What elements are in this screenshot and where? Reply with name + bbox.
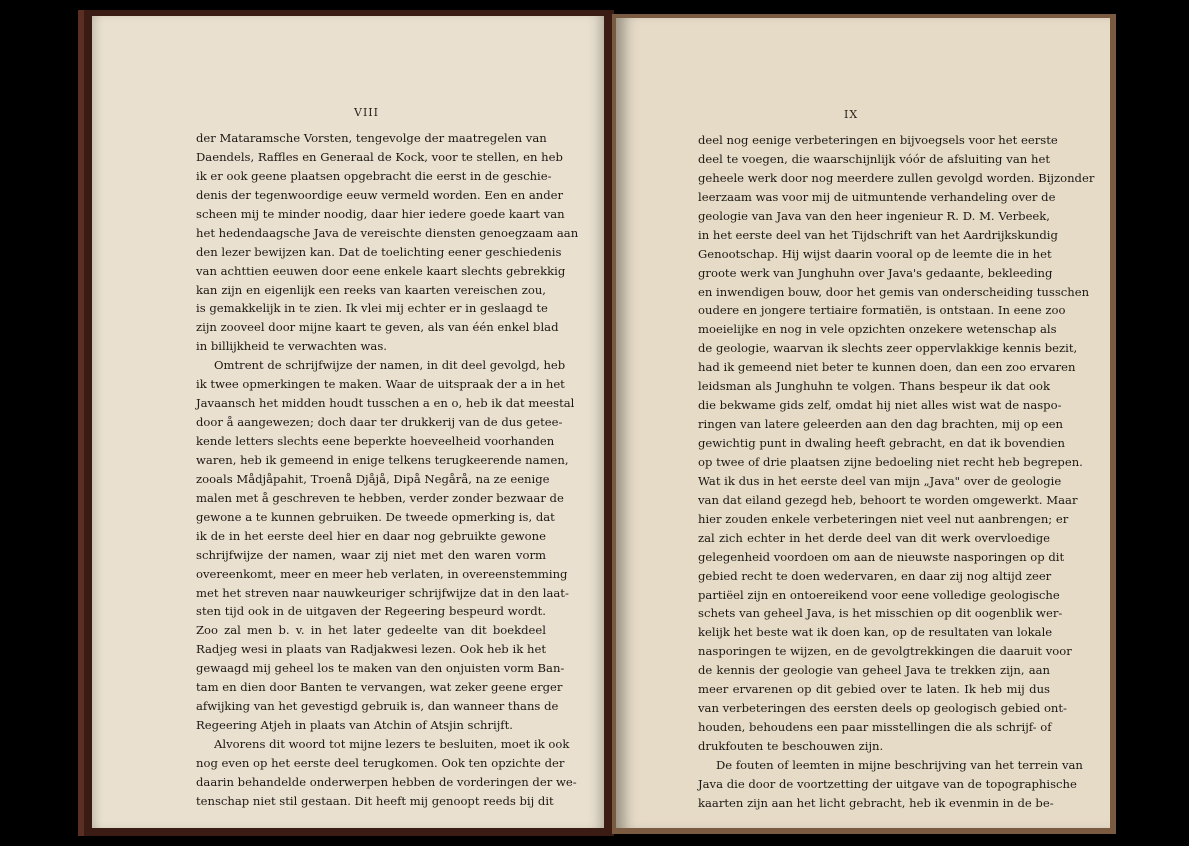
- text-line: die bekwame gids zelf, omdat hij niet alles wist wat de naspo-: [698, 398, 1062, 413]
- page-text: [698, 131, 1095, 813]
- page-number: IX: [844, 108, 859, 121]
- text-line: van dat eiland gezegd heb, behoort te worden omgewerkt. Maar: [698, 492, 1078, 507]
- text-line: is gemakkelijk in te zien. Ik vlei mij echter er in geslaagd te: [196, 301, 548, 316]
- text-line: het hedendaagsche Java de vereischte diensten genoegzaam aan: [196, 225, 579, 240]
- text-line: kaarten zijn aan het licht gebracht, heb ik evenmin in de be-: [698, 795, 1054, 810]
- text-line: leidsman als Junghuhn te volgen. Thans bespeur ik dat ook: [698, 379, 1050, 394]
- text-line: Java die door de voortzetting der uitgave van de topographische: [698, 776, 1077, 791]
- text-line: kan zijn en eigenlijk een reeks van kaarten vereischen zou,: [196, 282, 546, 297]
- page-text: [196, 129, 579, 811]
- text-line: Genootschap. Hij wijst daarin vooral op de leemte die in het: [698, 246, 1052, 261]
- text-line: zal zich echter in het derde deel van dit werk overvloedige: [698, 530, 1050, 545]
- text-line: Daendels, Raffles en Generaal de Kock, voor te stellen, en heb: [196, 149, 563, 164]
- text-line: Zoo zal men b. v. in het later gedeelte van dit boekdeel: [196, 623, 546, 638]
- text-line: ik twee opmerkingen te maken. Waar de uitspraak der a in het: [196, 377, 565, 392]
- text-line: had ik gemeend niet beter te kunnen doen, dan een zoo ervaren: [698, 360, 1076, 375]
- text-line: groote werk van Junghuhn over Java's gedaante, bekleeding: [698, 265, 1053, 280]
- text-line: geologie van Java van den heer ingenieur R. D. M. Verbeek,: [698, 208, 1050, 223]
- text-line: geheele werk door nog meerdere zullen gevolgd worden. Bijzonder: [698, 170, 1095, 185]
- text-line: deel nog eenige verbeteringen en bijvoegsels voor het eerste: [698, 133, 1058, 147]
- text-line: afwijking van het gevestigd gebruik is, dan wanneer thans de: [196, 699, 559, 714]
- text-line: tam en dien door Banten te vervangen, wat zeker geene erger: [196, 680, 563, 695]
- text-line: door å aangewezen; doch daar ter drukkerij van de dus getee-: [196, 415, 563, 430]
- text-line: meer ervarenen op dit gebied over te laten. Ik heb mij dus: [698, 682, 1050, 697]
- text-line: daarin behandelde onderwerpen hebben de vorderingen der we-: [196, 774, 577, 789]
- text-line: sten tijd ook in de uitgaven der Regeering bespeurd wordt.: [196, 604, 546, 619]
- text-line: kelijk het beste wat ik doen kan, op de resultaten van lokale: [698, 625, 1053, 640]
- text-line: gewichtig punt in dwaling heeft gebracht, en dat ik bovendien: [698, 436, 1065, 450]
- text-line: en inwendigen bouw, door het gemis van onderscheiding tusschen: [698, 284, 1090, 299]
- right-page: [616, 18, 1110, 828]
- text-line: De fouten of leemten in mijne beschrijving van het terrein van: [716, 757, 1083, 772]
- text-line: schets van geheel Java, is het misschien op dit oogenblik wer-: [698, 606, 1063, 621]
- text-line: zooals Mådjåpahit, Troenå Djåjå, Dipå Negårå, na ze eenige: [196, 471, 550, 486]
- page-number: VIII: [354, 106, 379, 119]
- text-line: gewone a te kunnen gebruiken. De tweede opmerking is, dat: [196, 509, 555, 524]
- text-line: tenschap niet stil gestaan. Dit heeft mij genoopt reeds bij dit: [196, 793, 554, 808]
- text-line: schrijfwijze der namen, waar zij niet met den waren vorm: [196, 547, 546, 562]
- text-line: malen met å geschreven te hebben, verder zonder bezwaar de: [196, 490, 564, 505]
- left-page: [92, 16, 604, 828]
- text-line: der Mataramsche Vorsten, tengevolge der maatregelen van: [196, 131, 547, 145]
- text-line: oudere en jongere tertiaire formatiën, is ontstaan. In eene zoo: [698, 303, 1066, 318]
- text-line: leerzaam was voor mij de uitmuntende verhandeling over de: [698, 189, 1056, 204]
- text-line: van achttien eeuwen door eene enkele kaart slechts gebrekkig: [196, 263, 566, 278]
- text-line: gebied recht te doen wedervaren, en daar zij nog altijd zeer: [698, 568, 1052, 583]
- text-line: met het streven naar nauwkeuriger schrijfwijze dat in den laat-: [196, 585, 569, 600]
- text-line: gelegenheid voordoen om aan de nieuwste nasporingen op dit: [698, 549, 1065, 564]
- text-line: zijn zooveel door mijne kaart te geven, als van één enkel blad: [196, 320, 559, 335]
- text-line: moeielijke en nog in vele opzichten onzekere wetenschap als: [698, 322, 1057, 337]
- text-line: houden, behoudens een paar misstellingen die als schrijf- of: [698, 720, 1052, 735]
- text-line: Javaansch het midden houdt tusschen a en o, heb ik dat meestal: [196, 396, 575, 411]
- text-line: Alvorens dit woord tot mijne lezers te besluiten, moet ik ook: [214, 737, 570, 751]
- text-line: scheen mij te minder noodig, daar hier iedere goede kaart van: [196, 206, 565, 221]
- text-line: nog even op het eerste deel terugkomen. Ook ten opzichte der: [196, 755, 565, 770]
- text-line: denis der tegenwoordige eeuw vermeld worden. Een en ander: [196, 187, 564, 202]
- text-line: ik er ook geene plaatsen opgebracht die eerst in de geschie-: [196, 168, 552, 183]
- text-line: ringen van latere geleerden aan den dag brachten, mij op een: [698, 417, 1063, 432]
- text-line: overeenkomt, meer en meer heb verlaten, in overeenstemming: [196, 566, 568, 581]
- text-line: Radjeg wesi in plaats van Radjakwesi lezen. Ook heb ik het: [196, 642, 546, 657]
- text-line: ik de in het eerste deel hier en daar nog gebruikte gewone: [196, 528, 546, 543]
- text-line: Regeering Atjeh in plaats van Atchin of Atsjin schrijft.: [196, 718, 513, 733]
- text-line: hier zouden enkele verbeteringen niet veel nut aanbrengen; er: [698, 511, 1069, 526]
- text-line: kende letters slechts eene beperkte hoeveelheid voorhanden: [196, 434, 555, 448]
- text-line: deel te voegen, die waarschijnlijk vóór de afsluiting van het: [698, 151, 1050, 166]
- text-line: de kennis der geologie van geheel Java te trekken zijn, aan: [698, 663, 1050, 678]
- text-line: gewaagd mij geheel los te maken van den onjuisten vorm Ban-: [196, 661, 565, 676]
- text-line: in billijkheid te verwachten was.: [196, 339, 387, 354]
- text-line: Wat ik dus in het eerste deel van mijn „Java" over de geologie: [698, 473, 1062, 488]
- text-line: partiëel zijn en ontoereikend voor eene volledige geologische: [698, 587, 1060, 602]
- text-line: drukfouten te beschouwen zijn.: [698, 739, 884, 753]
- text-line: de geologie, waarvan ik slechts zeer oppervlakkige kennis bezit,: [698, 341, 1078, 356]
- text-line: van verbeteringen des eersten deels op geologisch gebied ont-: [698, 701, 1067, 716]
- text-line: op twee of drie plaatsen zijne bedoeling niet recht heb begrepen.: [698, 454, 1083, 469]
- text-line: den lezer bewijzen kan. Dat de toelichting eener geschiedenis: [196, 244, 562, 259]
- text-line: waren, heb ik gemeend in enige telkens terugkeerende namen,: [196, 452, 569, 467]
- text-line: in het eerste deel van het Tijdschrift van het Aardrijkskundig: [698, 227, 1058, 242]
- text-line: nasporingen te wijzen, en de gevolgtrekkingen die daaruit voor: [698, 644, 1072, 659]
- text-line: Omtrent de schrijfwijze der namen, in dit deel gevolgd, heb: [214, 358, 566, 373]
